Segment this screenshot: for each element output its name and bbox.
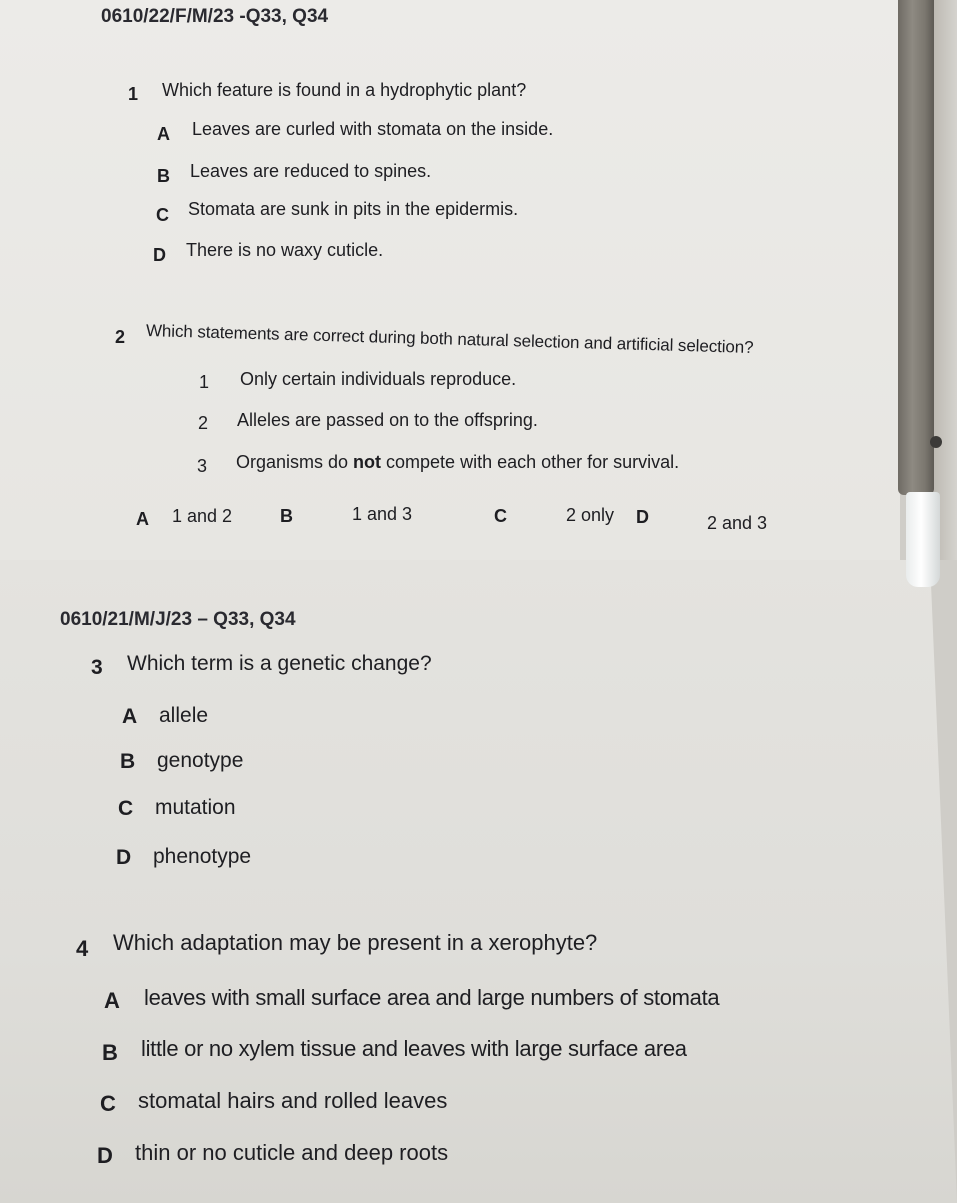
question-1-number: 1: [128, 84, 139, 104]
q4-option-d-text: thin or no cuticle and deep roots: [135, 1140, 449, 1165]
q4-option-b-letter: B: [102, 1040, 118, 1065]
q2-statement-3-number: 3: [197, 456, 208, 476]
q1-option-c-text: Stomata are sunk in pits in the epidermis.: [188, 199, 519, 219]
section-1-header: 0610/22/F/M/23 -Q33, Q34: [101, 6, 329, 27]
q4-option-d-letter: D: [97, 1143, 113, 1168]
q2-option-c-text: 2 only: [566, 505, 615, 525]
q2-statement-3-text: [236, 452, 679, 473]
q4-option-c-letter: C: [100, 1091, 116, 1116]
q2-option-a-letter: A: [136, 509, 149, 529]
q1-option-b-text: Leaves are reduced to spines.: [190, 161, 432, 181]
question-4-number: 4: [76, 936, 89, 961]
q4-option-c-text: stomatal hairs and rolled leaves: [138, 1088, 448, 1113]
q1-option-a-text: Leaves are curled with stomata on the inside.: [192, 119, 554, 139]
q3-option-c-letter: C: [118, 797, 134, 820]
q1-option-a-letter: A: [157, 124, 170, 144]
q2-option-d-letter: D: [636, 507, 649, 527]
q1-option-b-letter: B: [157, 166, 170, 186]
q2-option-b-text: 1 and 3: [352, 504, 413, 524]
pen-dot: [930, 436, 942, 448]
q2-statement-3-text-bold: not: [353, 452, 382, 472]
q3-option-a-letter: A: [122, 705, 138, 728]
q2-statement-3-text-after: compete with each other for survival.: [381, 452, 680, 472]
q3-option-a-text: allele: [159, 704, 209, 727]
question-2-stem: Which statements are correct during both natural selection and artificial selection?: [145, 321, 754, 357]
q2-statement-1-text: Only certain individuals reproduce.: [240, 369, 517, 389]
pen-cap: [906, 492, 940, 587]
q4-option-b-text: little or no xylem tissue and leaves with large surface area: [141, 1036, 687, 1061]
question-1-stem: Which feature is found in a hydrophytic plant?: [162, 80, 527, 100]
q2-option-c-letter: C: [494, 506, 507, 526]
q4-option-a-letter: A: [104, 988, 120, 1013]
q2-option-d-text: 2 and 3: [707, 513, 768, 533]
q3-option-b-letter: B: [120, 750, 136, 773]
q2-statement-2-number: 2: [198, 413, 209, 433]
background-edge: [934, 0, 957, 560]
q3-option-c-text: mutation: [155, 796, 236, 819]
q3-option-d-letter: D: [116, 846, 132, 869]
question-3-number: 3: [91, 656, 103, 679]
q3-option-b-text: genotype: [157, 749, 244, 772]
question-3-stem: Which term is a genetic change?: [127, 652, 432, 675]
q1-option-c-letter: C: [156, 205, 169, 225]
q2-option-a-text: 1 and 2: [172, 506, 233, 526]
pen-body: [898, 0, 934, 495]
q2-option-b-letter: B: [280, 506, 293, 526]
question-4-stem: Which adaptation may be present in a xerophyte?: [113, 930, 598, 955]
q1-option-d-letter: D: [153, 245, 166, 265]
question-2-number: 2: [115, 327, 126, 347]
q4-option-a-text: leaves with small surface area and large numbers of stomata: [144, 985, 720, 1010]
q2-statement-1-number: 1: [199, 372, 210, 392]
section-2-header: 0610/21/M/J/23 – Q33, Q34: [60, 609, 296, 630]
q3-option-d-text: phenotype: [153, 845, 252, 868]
q2-statement-2-text: Alleles are passed on to the offspring.: [237, 410, 538, 430]
q2-statement-3-text-before: Organisms do: [236, 452, 354, 472]
q1-option-d-text: There is no waxy cuticle.: [186, 240, 384, 260]
